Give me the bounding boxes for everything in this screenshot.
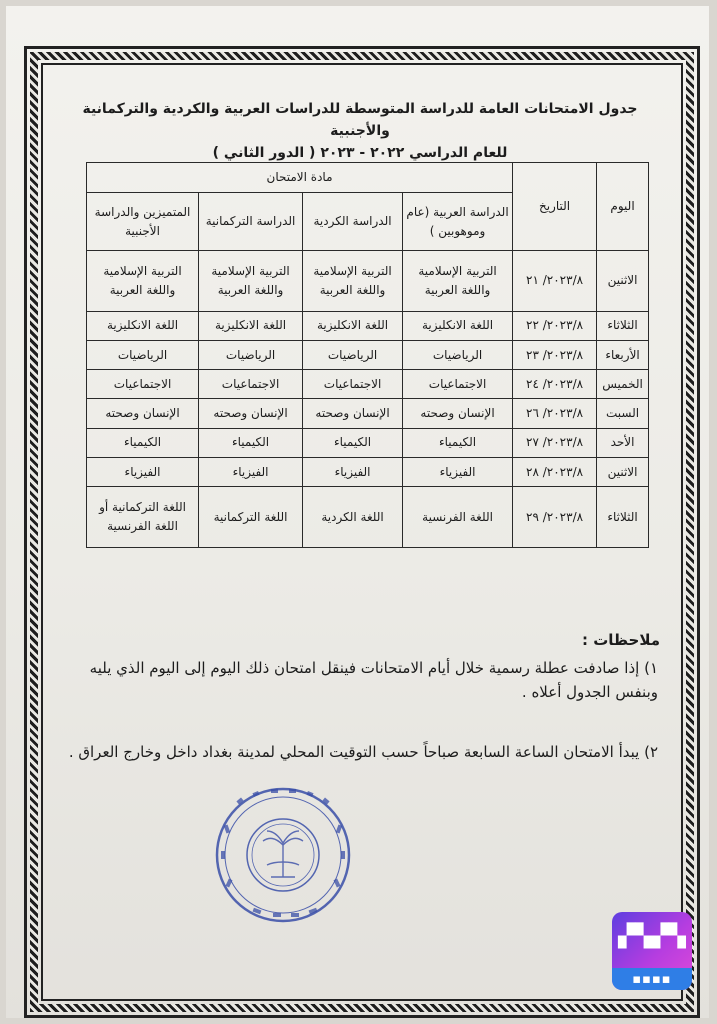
cell-date: ٢٠٢٣/٨/ ٢٤ [513,370,597,399]
cell-kurdish-study: الإنسان وصحته [303,399,403,428]
cell-excellent-foreign-study: الاجتماعيات [87,370,199,399]
header-excellent-foreign-study: المتميزين والدراسة الأجنبية [87,193,199,251]
note-item-1: ١) إذا صادفت عطلة رسمية خلال أيام الامتحانات فينقل امتحان ذلك اليوم إلى اليوم الذي يليه وبنفس الجدول أعلاه . [89,659,658,701]
exam-schedule-table [86,162,649,548]
cell-kurdish-study: الفيزياء [303,458,403,487]
logo-wordmark: ▚▞▚▞ [618,924,686,949]
cell-day: الأحد [597,428,649,457]
cell-excellent-foreign-study: اللغة الانكليزية [87,311,199,340]
notes-section [60,628,660,764]
cell-turkmen-study: الإنسان وصحته [199,399,303,428]
cell-turkmen-study: الفيزياء [199,458,303,487]
cell-date: ٢٠٢٣/٨/ ٢١ [513,251,597,312]
cell-turkmen-study: اللغة التركمانية [199,487,303,548]
cell-arabic-study: الرياضيات [403,340,513,369]
table-row [87,487,649,548]
cell-day: الثلاثاء [597,487,649,548]
cell-turkmen-study: الاجتماعيات [199,370,303,399]
schedule-body [87,251,649,548]
cell-arabic-study: اللغة الانكليزية [403,311,513,340]
cell-kurdish-study: الاجتماعيات [303,370,403,399]
table-row [87,399,649,428]
cell-turkmen-study: الرياضيات [199,340,303,369]
alsumaria-news-logo [612,912,692,990]
cell-kurdish-study: الكيمياء [303,428,403,457]
cell-date: ٢٠٢٣/٨/ ٢٦ [513,399,597,428]
cell-day: الاثنين [597,251,649,312]
logo-news-label: ▪▪▪▪ [632,972,672,987]
header-turkmen-study: الدراسة التركمانية [199,193,303,251]
cell-date: ٢٠٢٣/٨/ ٢٢ [513,311,597,340]
cell-kurdish-study: اللغة الانكليزية [303,311,403,340]
header-subject-group: مادة الامتحان [87,163,513,193]
cell-arabic-study: الكيمياء [403,428,513,457]
header-date: التاريخ [513,163,597,251]
cell-arabic-study: الإنسان وصحته [403,399,513,428]
cell-excellent-foreign-study: التربية الإسلامية واللغة العربية [87,251,199,312]
header-arabic-study: الدراسة العربية (عام وموهوبين ) [403,193,513,251]
ministry-seal-stamp [213,785,353,925]
notes-heading: ملاحظات : [581,631,660,649]
cell-turkmen-study: التربية الإسلامية واللغة العربية [199,251,303,312]
header-kurdish-study: الدراسة الكردية [303,193,403,251]
cell-excellent-foreign-study: الإنسان وصحته [87,399,199,428]
header-day: اليوم [597,163,649,251]
cell-excellent-foreign-study: الكيمياء [87,428,199,457]
cell-excellent-foreign-study: الرياضيات [87,340,199,369]
cell-date: ٢٠٢٣/٨/ ٢٨ [513,458,597,487]
cell-day: الخميس [597,370,649,399]
cell-date: ٢٠٢٣/٨/ ٢٩ [513,487,597,548]
cell-date: ٢٠٢٣/٨/ ٢٣ [513,340,597,369]
cell-date: ٢٠٢٣/٨/ ٢٧ [513,428,597,457]
cell-day: السبت [597,399,649,428]
cell-kurdish-study: التربية الإسلامية واللغة العربية [303,251,403,312]
cell-kurdish-study: اللغة الكردية [303,487,403,548]
cell-arabic-study: التربية الإسلامية واللغة العربية [403,251,513,312]
cell-day: الثلاثاء [597,311,649,340]
title-line-2: للعام الدراسي ٢٠٢٢ - ٢٠٢٣ ( الدور الثاني ) [212,145,508,161]
title-line-1: جدول الامتحانات العامة للدراسة المتوسطة للدراسات العربية والكردية والتركمانية والأجنبية [82,101,638,139]
cell-day: الاثنين [597,458,649,487]
table-row [87,370,649,399]
note-item-2: ٢) يبدأ الامتحان الساعة السابعة صباحاً حسب التوقيت المحلي لمدينة بغداد داخل وخارج العراق . [68,743,658,761]
table-row [87,311,649,340]
cell-day: الأربعاء [597,340,649,369]
cell-arabic-study: اللغة الفرنسية [403,487,513,548]
table-row [87,251,649,312]
table-row [87,428,649,457]
cell-turkmen-study: اللغة الانكليزية [199,311,303,340]
cell-excellent-foreign-study: اللغة التركمانية أو اللغة الفرنسية [87,487,199,548]
cell-kurdish-study: الرياضيات [303,340,403,369]
document-title [60,98,660,164]
table-row [87,340,649,369]
cell-turkmen-study: الكيمياء [199,428,303,457]
cell-excellent-foreign-study: الفيزياء [87,458,199,487]
cell-arabic-study: الفيزياء [403,458,513,487]
cell-arabic-study: الاجتماعيات [403,370,513,399]
table-row [87,458,649,487]
